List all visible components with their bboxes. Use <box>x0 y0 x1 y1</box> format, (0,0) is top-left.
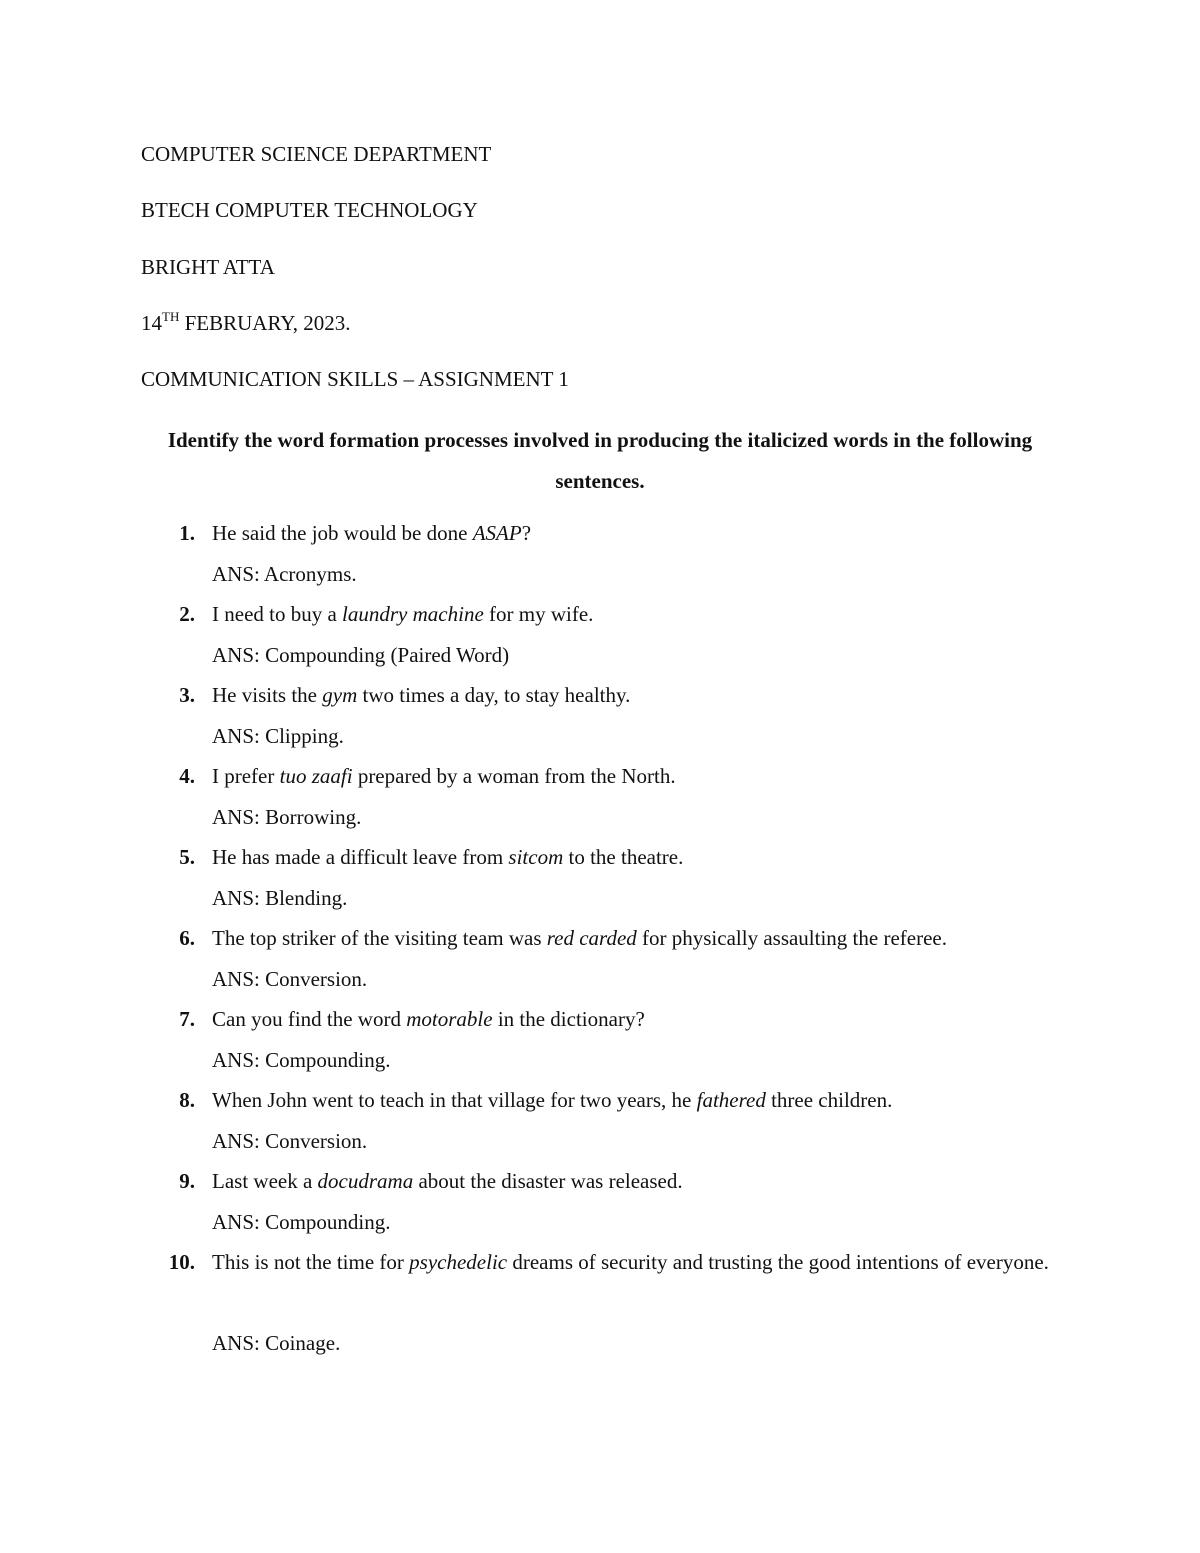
question-text-after: prepared by a woman from the North. <box>352 764 676 788</box>
question-text <box>212 675 1072 716</box>
question-number: 5. <box>179 845 195 869</box>
date-rest: FEBRUARY, 2023. <box>179 311 351 335</box>
italicized-word: red carded <box>546 926 637 950</box>
question-number: 4. <box>179 764 195 788</box>
italicized-word: motorable <box>406 1007 493 1031</box>
italicized-word: sitcom <box>508 845 564 869</box>
italicized-word: laundry machine <box>342 602 484 626</box>
answer-line: ANS: Compounding. <box>212 1209 391 1234</box>
italicized-word: ASAP <box>472 521 522 545</box>
question-text-after: to the theatre. <box>563 845 684 869</box>
student-name-line: BRIGHT ATTA <box>141 255 275 279</box>
answer-line: ANS: Conversion. <box>212 1128 368 1153</box>
question-number: 2. <box>179 602 195 626</box>
question-text-before: He visits the <box>212 683 323 707</box>
question-number: 8. <box>179 1088 195 1112</box>
question-text <box>212 1161 1072 1202</box>
answer-line: ANS: Compounding (Paired Word) <box>212 642 510 667</box>
question-text <box>212 918 1072 959</box>
question-number: 1. <box>179 521 195 545</box>
question-text <box>212 999 1072 1040</box>
question-number: 6. <box>179 926 195 950</box>
answer-line: ANS: Coinage. <box>212 1331 341 1355</box>
question-text-after: about the disaster was released. <box>413 1169 683 1193</box>
answer-line: ANS: Blending. <box>212 885 348 910</box>
question-text-after: for my wife. <box>483 602 594 626</box>
question-text-after: ? <box>521 521 532 545</box>
question-number: 7. <box>179 1007 195 1031</box>
question-text-before: Can you find the word <box>212 1007 407 1031</box>
question-text-after: three children. <box>765 1088 893 1112</box>
question-text <box>212 1080 1072 1121</box>
question-text <box>212 1242 1072 1283</box>
instruction-heading: Identify the word formation processes involved in producing the italicized words in the following sentences. <box>167 428 1033 493</box>
question-number: 3. <box>179 683 195 707</box>
question-text-before: This is not the time for <box>212 1250 410 1274</box>
italicized-word: gym <box>322 683 358 707</box>
question-text-after: dreams of security and trusting the good intentions of everyone. <box>507 1250 1049 1274</box>
question-text <box>212 837 1072 878</box>
question-number: 9. <box>179 1169 195 1193</box>
department-line: COMPUTER SCIENCE DEPARTMENT <box>141 142 492 166</box>
question-text <box>212 756 1072 797</box>
date-line <box>141 310 351 336</box>
answer-line: ANS: Compounding. <box>212 1047 391 1072</box>
question-text-before: The top striker of the visiting team was <box>212 926 547 950</box>
italicized-word: docudrama <box>317 1169 414 1193</box>
answer-line: ANS: Borrowing. <box>212 804 362 829</box>
course-line: COMMUNICATION SKILLS – ASSIGNMENT 1 <box>141 367 569 391</box>
question-text-before: He has made a difficult leave from <box>212 845 509 869</box>
question-text <box>212 594 1072 635</box>
question-text-before: Last week a <box>212 1169 318 1193</box>
question-text-before: I prefer <box>212 764 280 788</box>
italicized-word: fathered <box>696 1088 766 1112</box>
date-suffix: TH <box>162 309 180 324</box>
question-number: 10. <box>168 1250 195 1274</box>
answer-line: ANS: Clipping. <box>212 723 344 748</box>
question-text-before: I need to buy a <box>212 602 343 626</box>
answer-line: ANS: Conversion. <box>212 966 368 991</box>
programme-line: BTECH COMPUTER TECHNOLOGY <box>141 198 478 222</box>
question-text-after: two times a day, to stay healthy. <box>357 683 631 707</box>
date-day: 14 <box>141 311 162 335</box>
question-text-before: He said the job would be done <box>212 521 473 545</box>
italicized-word: psychedelic <box>409 1250 508 1274</box>
question-text-before: When John went to teach in that village for two years, he <box>212 1088 697 1112</box>
question-text <box>212 513 1072 554</box>
question-text-after: for physically assaulting the referee. <box>636 926 947 950</box>
answer-line: ANS: Acronyms. <box>212 561 357 586</box>
italicized-word: tuo zaafi <box>279 764 353 788</box>
question-text-after: in the dictionary? <box>492 1007 645 1031</box>
